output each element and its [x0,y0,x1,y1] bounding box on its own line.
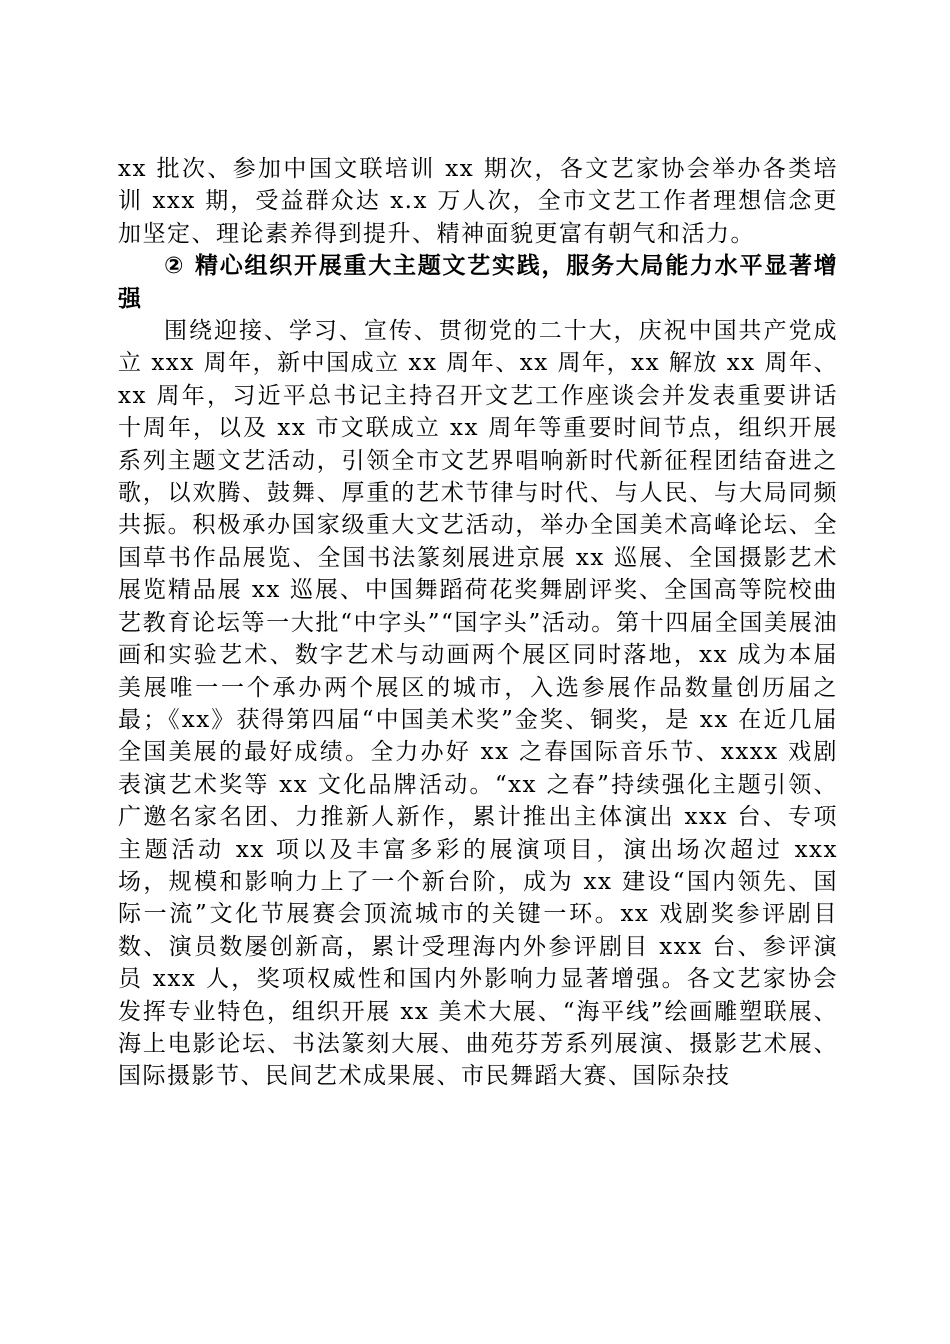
body-paragraph: 围绕迎接、学习、宣传、贯彻党的二十大，庆祝中国共产党成立 xxx 周年，新中国成立 xx 周年、xx 周年，xx 解放 xx 周年、xx 周年，习近平总书记主持召开文艺工作座谈会并发表重要讲话十周年，以及 xx 市文联成立 xx 周年等重要时间节点，组织开展系列主题文艺活动，引领全市文艺界唱响新时代新征程团结奋进之歌，以欢腾、鼓舞、厚重的艺术节律与时代、与人民、与大局同频共振。积极承办国家级重大文艺活动，举办全国美术高峰论坛、全国草书作品展览、全国书法篆刻展进京展 xx 巡展、全国摄影艺术展览精品展 xx 巡展、中国舞蹈荷花奖舞剧评奖、全国高等院校曲艺教育论坛等一大批“中字头”“国字头”活动。第十四届全国美展油画和实验艺术、数字艺术与动画两个展区同时落地，xx 成为本届美展唯一一个承办两个展区的城市，入选参展作品数量创历届之最；《xx》获得第四届“中国美术奖”金奖、铜奖，是 xx 在近几届全国美展的最好成绩。全力办好 xx 之春国际音乐节、xxxx 戏剧表演艺术奖等 xx 文化品牌活动。“xx 之春”持续强化主题引领、广邀名家名团、力推新人新作，累计推出主体演出 xxx 台、专项主题活动 xx 项以及丰富多彩的展演项目，演出场次超过 xxx 场，规模和影响力上了一个新台阶，成为 xx 建设“国内领先、国际一流”文化节展赛会顶流城市的关键一环。xx 戏剧奖参评剧目数、演员数屡创新高，累计受理海内外参评剧目 xxx 台、参评演员 xxx 人，奖项权威性和国内外影响力显著增强。各文艺家协会发挥专业特色，组织开展 xx 美术大展、“海平线”绘画雕塑联展、海上电影论坛、书法篆刻大展、曲苑芬芳系列展演、摄影艺术展、国际摄影节、民间艺术成果展、市民舞蹈大赛、国际杂技 [118,318,838,1090]
document-body [118,153,838,1093]
section-heading: ② 精心组织开展重大主题文艺实践，服务大局能力水平显著增强 [118,253,838,312]
paragraph-continuation: xx 批次、参加中国文联培训 xx 期次，各文艺家协会举办各类培训 xxx 期，受益群众达 x.x 万人次，全市文艺工作者理想信念更加坚定、理论素养得到提升、精神面貌更富有朝气和活力。 [118,156,838,247]
